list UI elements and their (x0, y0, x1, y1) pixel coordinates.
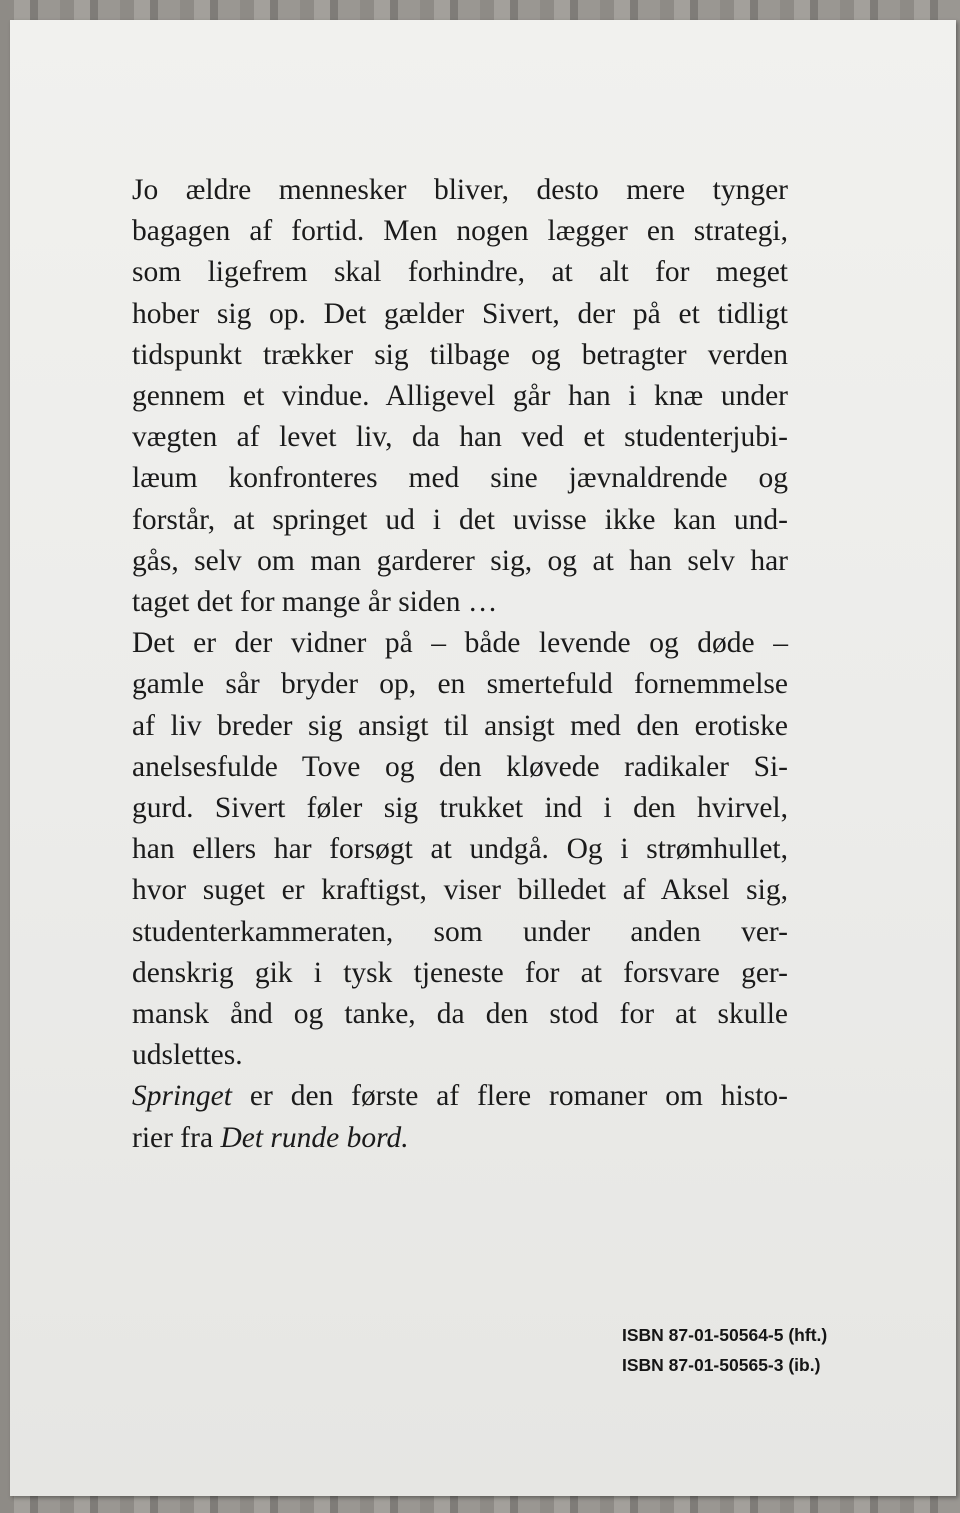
blurb-line: mansk ånd og tanke, da den stod for at skulle (132, 998, 788, 1031)
blurb-line: denskrig gik i tysk tjeneste for at forsvare ger- (132, 956, 788, 989)
blurb-line: hober sig op. Det gælder Sivert, der på et tidligt (132, 297, 788, 330)
closing-line (132, 1076, 788, 1117)
blurb-text (132, 170, 788, 1159)
blurb-line: gås, selv om man garderer sig, og at han selv har (132, 544, 788, 577)
isbn-paperback: ISBN 87-01-50564-5 (hft.) (622, 1325, 828, 1345)
blurb-line: han ellers har forsøgt at undgå. Og i strømhullet, (132, 833, 788, 866)
blurb-line: vægten af levet liv, da han ved et studenterjubi- (132, 421, 788, 454)
blurb-line: forstår, at springet ud i det uvisse ikke kan und- (132, 503, 788, 536)
isbn-hardback: ISBN 87-01-50565-3 (ib.) (622, 1355, 821, 1375)
isbn-block (622, 1320, 827, 1380)
closing-text: rier fra (132, 1121, 221, 1154)
blurb-line: gurd. Sivert føler sig trukket ind i den hvirvel, (132, 792, 788, 825)
blurb-line: gennem et vindue. Alligevel går han i knæ under (132, 380, 788, 413)
blurb-line: anelsesfulde Tove og den kløvede radikaler Si- (132, 750, 788, 783)
blurb-line: hvor suget er kraftigst, viser billedet af Aksel sig, (132, 874, 788, 907)
blurb-line: tidspunkt trækker sig tilbage og betragter verden (132, 338, 788, 371)
blurb-line: af liv breder sig ansigt til ansigt med den erotiske (132, 709, 788, 742)
closing-line (132, 1118, 788, 1159)
book-title: Springet (132, 1080, 232, 1113)
blurb-line: bagagen af fortid. Men nogen lægger en strategi, (132, 215, 788, 248)
blurb-line: læum konfronteres med sine jævnaldrende og (132, 462, 788, 495)
blurb-line: udslettes. (132, 1039, 243, 1072)
blurb-line: gamle sår bryder op, en smertefuld fornemmelse (132, 668, 788, 701)
blurb-line: Det er der vidner på – både levende og døde – (132, 627, 788, 660)
blurb-line: Jo ældre mennesker bliver, desto mere tynger (132, 174, 788, 206)
blurb-line: taget det for mange år siden … (132, 586, 498, 619)
series-title: Det runde bord. (220, 1121, 409, 1154)
blurb-line: som ligefrem skal forhindre, at alt for meget (132, 256, 788, 289)
closing-text: er den første af flere romaner om histo- (231, 1080, 788, 1113)
blurb-line: studenterkammeraten, som under anden ver- (132, 915, 788, 948)
book-back-cover (10, 20, 956, 1496)
